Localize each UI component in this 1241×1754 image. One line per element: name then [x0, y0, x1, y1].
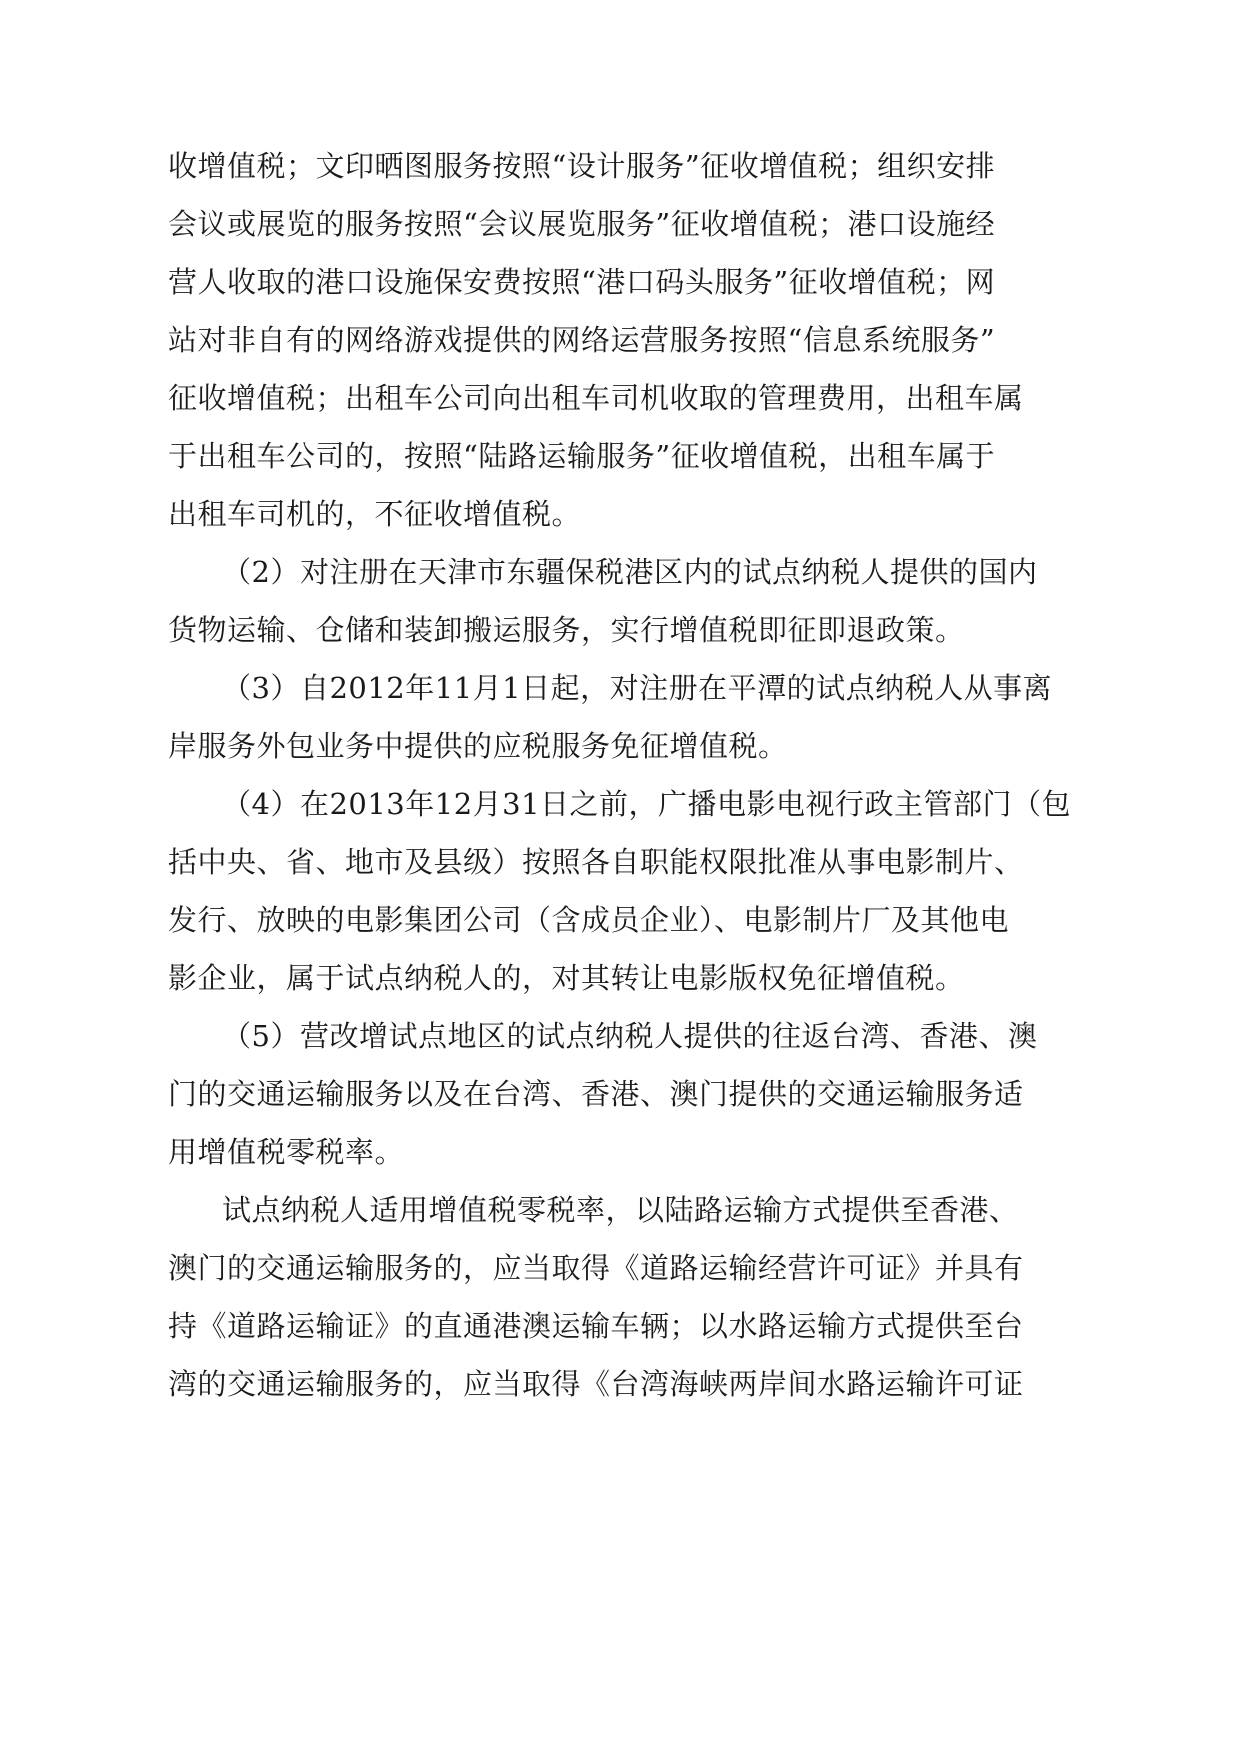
text-line: 持《道路运输证》的直通港澳运输车辆；以水路运输方式提供至台: [168, 1309, 1024, 1343]
text-line: 岸服务外包业务中提供的应税服务免征增值税。: [168, 729, 788, 763]
text-line: 征收增值税；出租车公司向出租车司机收取的管理费用，出租车属: [168, 381, 1024, 415]
text-line: 货物运输、仓储和装卸搬运服务，实行增值税即征即退政策。: [168, 613, 965, 647]
text-line: 发行、放映的电影集团公司（含成员企业）、电影制片厂及其他电: [168, 903, 1010, 937]
text-line: 收增值税；文印晒图服务按照“设计服务”征收增值税；组织安排: [168, 149, 996, 183]
paragraph-6-line-1: 试点纳税人适用增值税零税率，以陆路运输方式提供至香港、: [222, 1193, 1019, 1227]
text-line: 括中央、省、地市及县级）按照各自职能权限批准从事电影制片、: [168, 845, 1024, 879]
paragraph-3-line-1: （3）自2012年11月1日起，对注册在平潭的试点纳税人从事离: [222, 671, 1053, 705]
text-line: 于出租车公司的，按照“陆路运输服务”征收增值税，出租车属于: [168, 439, 996, 473]
paragraph-4-line-1: （4）在2013年12月31日之前，广播电影电视行政主管部门（包: [222, 787, 1072, 821]
text-line: 澳门的交通运输服务的，应当取得《道路运输经营许可证》并具有: [168, 1251, 1024, 1285]
text-line: 出租车司机的，不征收增值税。: [168, 497, 582, 531]
paragraph-2-line-1: （2）对注册在天津市东疆保税港区内的试点纳税人提供的国内: [222, 555, 1038, 589]
text-line: 会议或展览的服务按照“会议展览服务”征收增值税；港口设施经: [168, 207, 996, 241]
text-line: 影企业，属于试点纳税人的，对其转让电影版权免征增值税。: [168, 961, 965, 995]
text-line: 湾的交通运输服务的，应当取得《台湾海峡两岸间水路运输许可证: [168, 1367, 1024, 1401]
paragraph-5-line-1: （5）营改增试点地区的试点纳税人提供的往返台湾、香港、澳: [222, 1019, 1038, 1053]
text-line: 营人收取的港口设施保安费按照“港口码头服务”征收增值税；网: [168, 265, 996, 299]
text-line: 用增值税零税率。: [168, 1135, 405, 1169]
text-line: 门的交通运输服务以及在台湾、香港、澳门提供的交通运输服务适: [168, 1077, 1024, 1111]
text-line: 站对非自有的网络游戏提供的网络运营服务按照“信息系统服务”: [168, 323, 996, 357]
